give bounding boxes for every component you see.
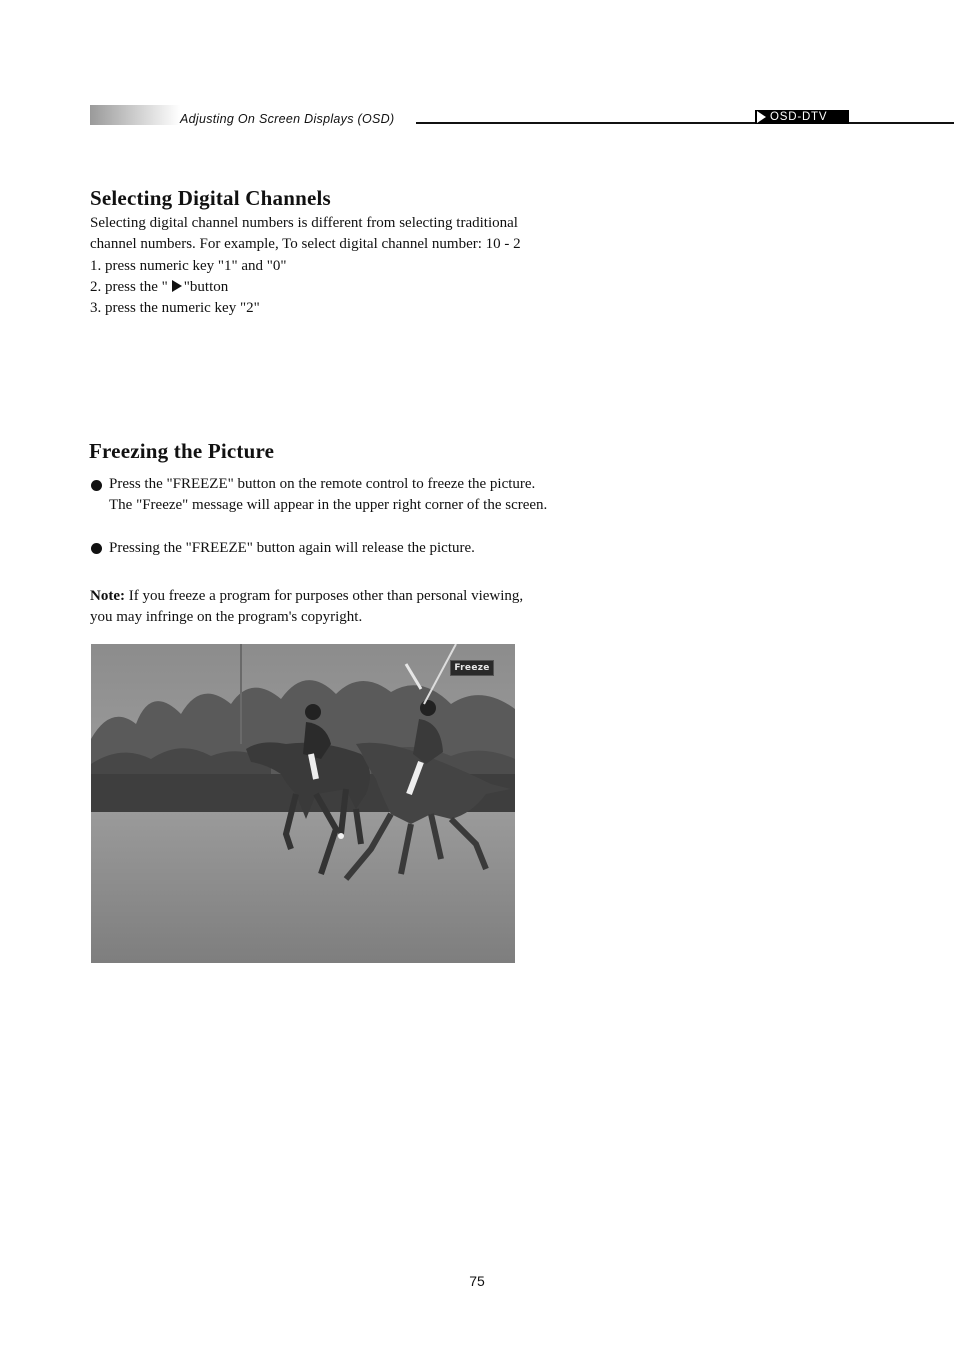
bullet-icon <box>91 480 102 491</box>
header-gradient-bar <box>90 105 180 125</box>
bullet-2: Pressing the "FREEZE" button again will release the picture. <box>109 540 475 556</box>
header-tag <box>755 110 849 124</box>
note-line-2: you may infringe on the program's copyright. <box>90 609 363 625</box>
step-2-suffix: "button <box>183 279 229 295</box>
section-title-digital-channels: Selecting Digital Channels <box>90 186 331 210</box>
note-label: Note: <box>90 588 125 604</box>
note-text-1: If you freeze a program for purposes other than personal viewing, <box>124 588 524 604</box>
freeze-example-photo <box>91 644 515 963</box>
step-1: 1. press numeric key "1" and "0" <box>90 258 287 274</box>
header-section-title: Adjusting On Screen Displays (OSD) <box>180 112 395 126</box>
bullet-1-line-1: Press the "FREEZE" button on the remote control to freeze the picture. <box>109 476 536 492</box>
polo-scene-illustration <box>91 644 515 963</box>
step-2-prefix: 2. press the " <box>90 279 168 295</box>
note-line-1 <box>90 586 523 607</box>
step-3: 3. press the numeric key "2" <box>90 300 260 316</box>
header-rule <box>416 122 954 124</box>
section-title-freezing: Freezing the Picture <box>89 439 275 463</box>
intro-line-1: Selecting digital channel numbers is different from selecting traditional <box>90 215 518 231</box>
freeze-osd-badge: Freeze <box>450 660 494 676</box>
intro-line-2: channel numbers. For example, To select digital channel number: 10 - 2 <box>90 236 521 252</box>
header-tag-label: OSD-DTV <box>770 111 828 123</box>
play-arrow-icon <box>757 111 766 123</box>
bullet-icon <box>91 543 102 554</box>
page-number: 75 <box>469 1273 485 1289</box>
play-arrow-icon <box>172 280 182 292</box>
bullet-1-line-2: The "Freeze" message will appear in the upper right corner of the screen. <box>109 497 548 513</box>
step-2 <box>90 277 228 298</box>
